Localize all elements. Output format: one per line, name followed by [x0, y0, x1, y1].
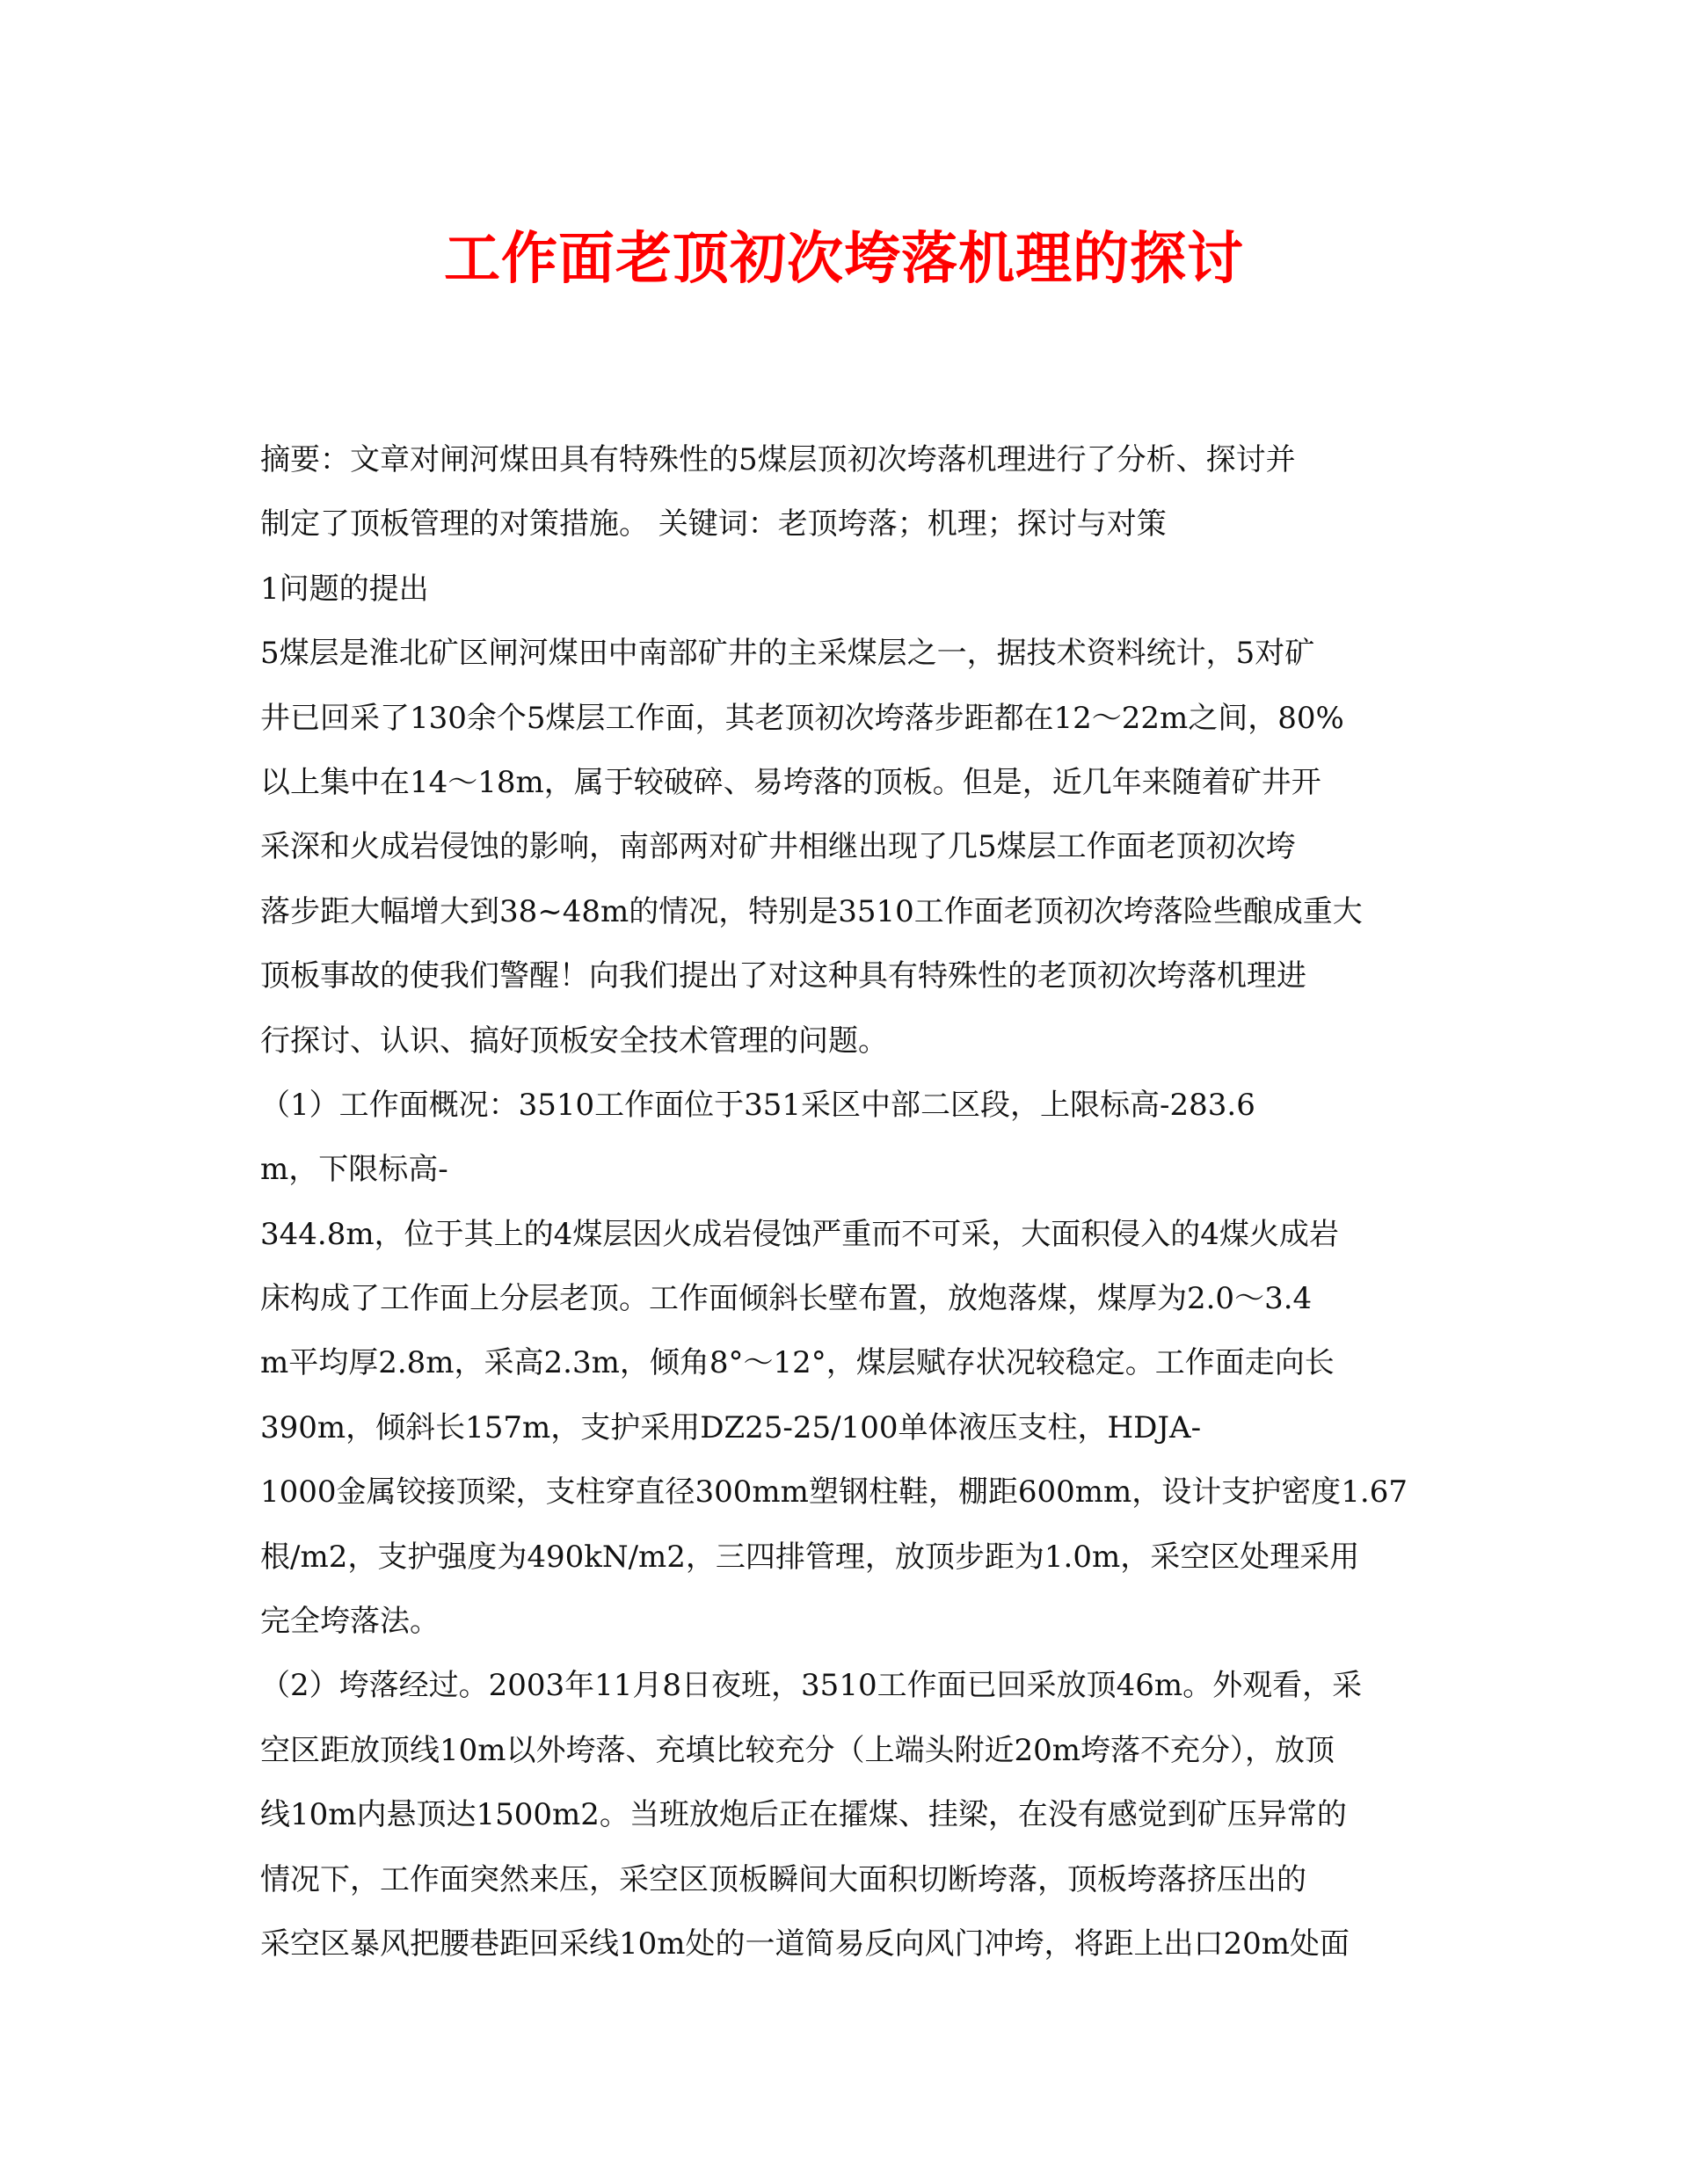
document-title: 工作面老顶初次垮落机理的探讨 [444, 226, 1244, 292]
text-line: 采深和火成岩侵蚀的影响，南部两对矿井相继出现了几5煤层工作面老顶初次垮 [260, 829, 1296, 865]
text-line: 情况下，工作面突然来压，采空区顶板瞬间大面积切断垮落，顶板垮落挤压出的 [260, 1861, 1306, 1897]
text-line: （2）垮落经过。2003年11月8日夜班，3510工作面已回采放顶46m。外观看，采 [260, 1668, 1363, 1704]
text-line: 行探讨、认识、搞好顶板安全技术管理的问题。 [260, 1023, 888, 1059]
text-line: m，下限标高- [260, 1152, 448, 1188]
text-line: 1000金属铰接顶梁，支柱穿直径300mm塑钢柱鞋，棚距600mm，设计支护密度1.67 [260, 1474, 1408, 1511]
text-line: 根/m2，支护强度为490kN/m2，三四排管理，放顶步距为1.0m，采空区处理采用 [260, 1539, 1360, 1575]
text-line: 390m，倾斜长157m，支护采用DZ25-25/100单体液压支柱，HDJA- [260, 1409, 1202, 1445]
text-line: 空区距放顶线10m以外垮落、充填比较充分（上端头附近20m垮落不充分），放顶 [260, 1732, 1335, 1768]
text-line: 制定了顶板管理的对策措施。 关键词：老顶垮落；机理；探讨与对策 [260, 506, 1167, 542]
text-line: 以上集中在14～18m，属于较破碎、易垮落的顶板。但是，近几年来随着矿井开 [260, 764, 1321, 800]
text-line: 落步距大幅增大到38~48m的情况，特别是3510工作面老顶初次垮落险些酿成重大 [260, 893, 1363, 929]
text-line: 井已回采了130余个5煤层工作面，其老顶初次垮落步距都在12～22m之间，80% [260, 700, 1344, 736]
text-line: 床构成了工作面上分层老顶。工作面倾斜长壁布置，放炮落煤，煤厚为2.0～3.4 [260, 1281, 1313, 1317]
text-line: 线10m内悬顶达1500m2。当班放炮后正在攉煤、挂梁，在没有感觉到矿压异常的 [260, 1797, 1347, 1833]
text-line: 完全垮落法。 [260, 1604, 440, 1640]
text-line: （1）工作面概况：3510工作面位于351采区中部二区段，上限标高-283.6 [260, 1087, 1255, 1123]
text-line: 摘要：文章对闸河煤田具有特殊性的5煤层顶初次垮落机理进行了分析、探讨并 [260, 442, 1296, 477]
text-line: 顶板事故的使我们警醒！向我们提出了对这种具有特殊性的老顶初次垮落机理进 [260, 958, 1306, 994]
text-line: 5煤层是淮北矿区闸河煤田中南部矿井的主采煤层之一，据技术资料统计，5对矿 [260, 636, 1315, 672]
section-heading: 1问题的提出 [260, 571, 429, 607]
text-line: 采空区暴风把腰巷距回采线10m处的一道简易反向风门冲垮，将距上出口20m处面 [260, 1926, 1350, 1962]
text-line: m平均厚2.8m，采高2.3m，倾角8°～12°，煤层赋存状况较稳定。工作面走向长 [260, 1345, 1335, 1381]
document-body [260, 428, 1438, 1977]
text-line: 344.8m，位于其上的4煤层因火成岩侵蚀严重而不可采，大面积侵入的4煤火成岩 [260, 1216, 1339, 1252]
